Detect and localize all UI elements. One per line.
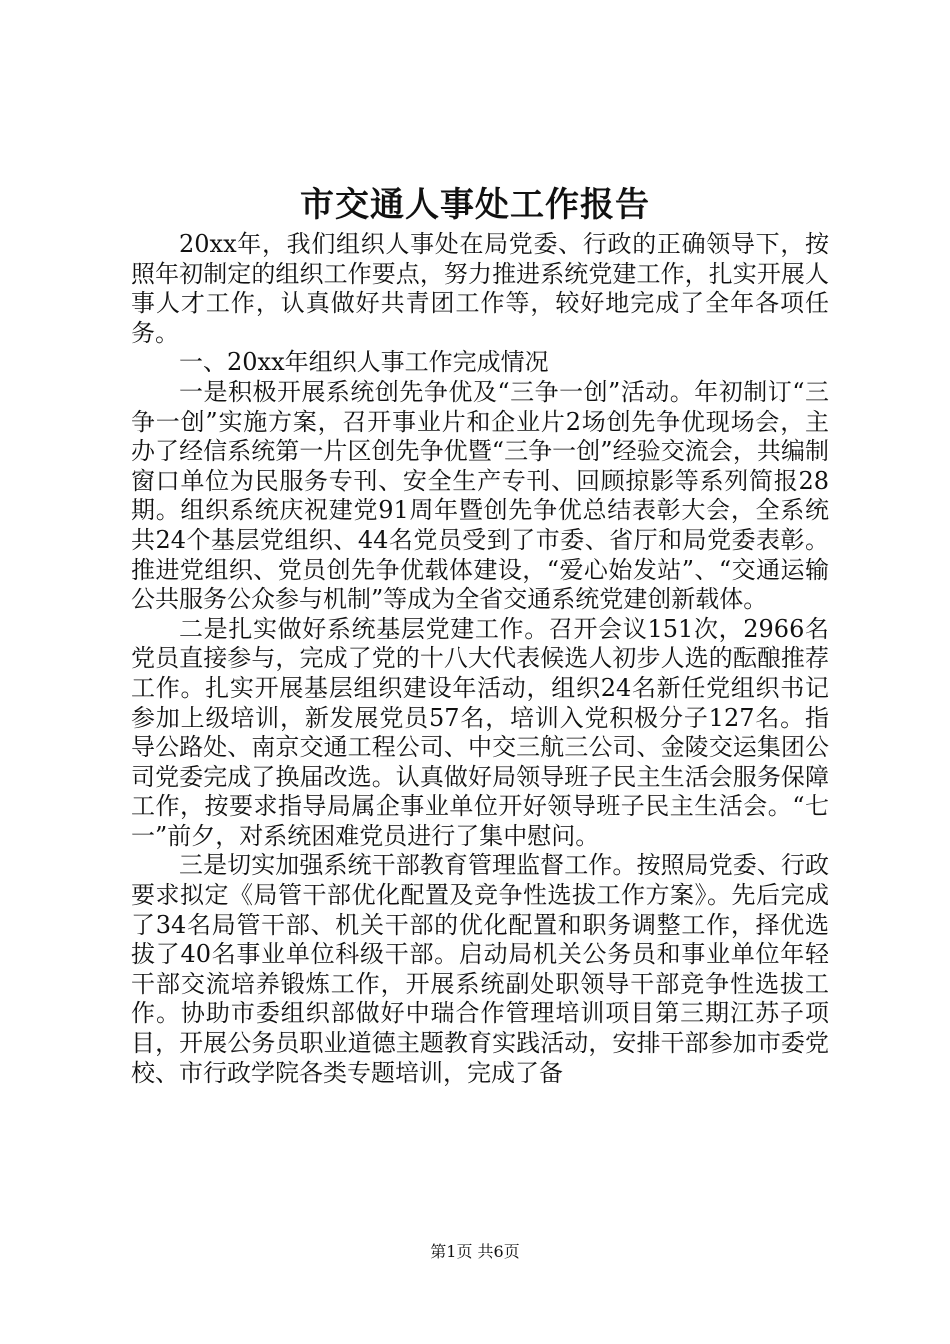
body-paragraph: 一是积极开展系统创先争优及“三争一创”活动。年初制订“三争一创”实施方案，召开事业片和企业片2场创先争优现场会，主办了经信系统第一片区创先争优暨“三争一创”经验交流会，共编制窗口单位为民服务专刊、安全生产专刊、回顾掠影等系列简报28期。组织系统庆祝建党91周年暨创先争优总结表彰大会，全系统共24个基层党组织、44名党员受到了市委、省厅和局党委表彰。推进党组织、党员创先争优载体建设，“爱心始发站”、“交通运输公共服务公众参与机制”等成为全省交通系统党建创新载体。	[131, 377, 829, 614]
section-heading: 一、20xx年组织人事工作完成情况	[179, 348, 549, 377]
document-body	[131, 230, 829, 1088]
body-paragraph: 二是扎实做好系统基层党建工作。召开会议151次，2966名党员直接参与，完成了党的十八大代表候选人初步人选的酝酿推荐工作。扎实开展基层组织建设年活动，组织24名新任党组织书记参加上级培训，新发展党员57名，培训入党积极分子127名。指导公路处、南京交通工程公司、中交三航三公司、金陵交运集团公司党委完成了换届改选。认真做好局领导班子民主生活会服务保障工作，按要求指导局属企事业单位开好领导班子民主生活会。“七一”前夕，对系统困难党员进行了集中慰问。	[131, 614, 829, 850]
page-footer: 第1页 共6页	[430, 1242, 520, 1261]
intro-paragraph: 20xx年，我们组织人事处在局党委、行政的正确领导下，按照年初制定的组织工作要点，努力推进系统党建工作，扎实开展人事人才工作，认真做好共青团工作等，较好地完成了全年各项任务。	[131, 230, 829, 347]
body-paragraph: 三是切实加强系统干部教育管理监督工作。按照局党委、行政要求拟定《局管干部优化配置及竞争性选拔工作方案》。先后完成了34名局管干部、机关干部的优化配置和职务调整工作，择优选拔了40名事业单位科级干部。启动局机关公务员和事业单位年轻干部交流培养锻炼工作，开展系统副处职领导干部竞争性选拔工作。协助市委组织部做好中瑞合作管理培训项目第三期江苏子项目，开展公务员职业道德主题教育实践活动，安排干部参加市委党校、市行政学院各类专题培训，完成了备	[131, 851, 829, 1087]
document-title: 市交通人事处工作报告	[300, 185, 650, 225]
